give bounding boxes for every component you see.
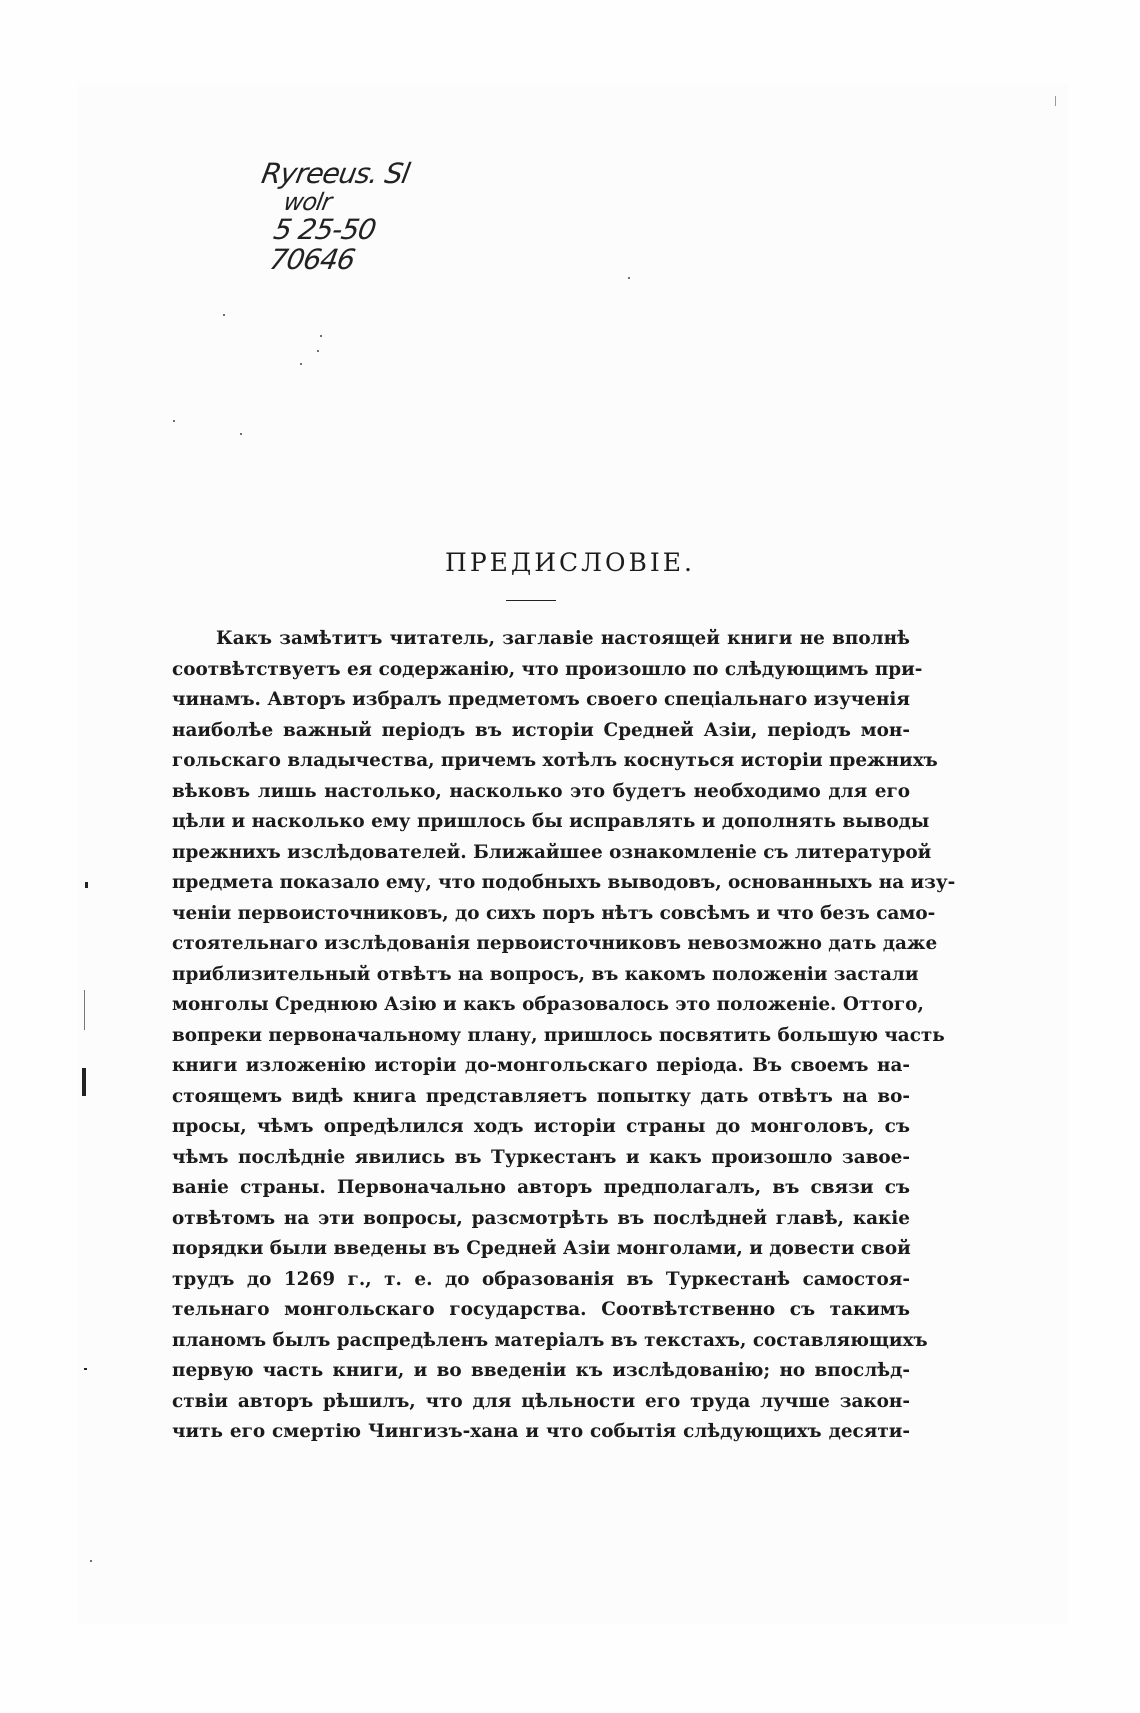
text-line: тельнаго монгольскаго государства. Соотвѣтственно съ такимъ [172, 1299, 910, 1320]
text-line: чить его смертію Чингизъ-хана и что событія слѣдующихъ десяти- [172, 1421, 910, 1442]
text-line: вѣковъ лишь настолько, насколько это будетъ необходимо для его [172, 780, 910, 802]
text-line: прежнихъ изслѣдователей. Ближайшее ознакомленіе съ литературой [172, 841, 932, 863]
text-line: предмета показало ему, что подобныхъ выводовъ, основанныхъ на изу- [172, 872, 956, 893]
text-line: ченіи первоисточниковъ, до сихъ поръ нѣтъ совсѣмъ и что безъ само- [172, 902, 936, 924]
margin-small-mark [84, 1368, 87, 1370]
text-line: монголы Среднюю Азію и какъ образовалось это положеніе. Оттого, [172, 994, 924, 1015]
text-line: трудъ до 1269 г., т. е. до образованія въ Туркестанѣ самостоя- [172, 1268, 910, 1290]
text-line: гольскаго владычества, причемъ хотѣлъ коснуться исторіи прежнихъ [172, 750, 938, 771]
text-line: соотвѣтствуетъ ея содержанію, что произошло по слѣдующимъ при- [172, 658, 923, 680]
title-divider [506, 600, 556, 601]
scan-speck [300, 363, 302, 365]
text-line: ствіи авторъ рѣшилъ, что для цѣльности его труда лучше закон- [172, 1390, 910, 1412]
scan-speck [628, 277, 630, 279]
text-line: стоятельнаго изслѣдованія первоисточниковъ невозможно дать даже [172, 933, 938, 954]
text-line: стоящемъ видѣ книга представляетъ попытку дать отвѣтъ на во- [172, 1085, 910, 1107]
text-line: просы, чѣмъ опредѣлился ходъ исторіи страны до монголовъ, съ [172, 1116, 910, 1137]
text-line: вопреки первоначальному плану, пришлось посвятить большую часть [172, 1024, 945, 1046]
scan-speck [317, 350, 319, 352]
handwritten-line-2: wolr [281, 188, 334, 216]
text-line: цѣли и насколько ему пришлось бы исправлять и дополнять выводы [172, 811, 930, 832]
margin-bracket-mark [82, 1068, 86, 1096]
text-line: чѣмъ послѣдніе явились въ Туркестанъ и какъ произошло завое- [172, 1146, 910, 1168]
text-line: ваніе страны. Первоначально авторъ предполагалъ, въ связи съ [172, 1177, 910, 1198]
text-line: приблизительный отвѣтъ на вопросъ, въ какомъ положеніи застали [172, 963, 919, 985]
scan-speck [223, 314, 225, 316]
page-title: ПРЕДИСЛОВІЕ. [445, 548, 695, 577]
text-line: порядки были введены въ Средней Азіи монголами, и довести свой [172, 1238, 911, 1259]
handwritten-line-1: Ryreeus. Sl [259, 157, 412, 190]
scan-speck [320, 335, 322, 337]
text-line: наиболѣе важный періодъ въ исторіи Средней Азіи, періодъ мон- [172, 719, 910, 741]
text-line: отвѣтомъ на эти вопросы, разсмотрѣть въ послѣдней главѣ, какіе [172, 1207, 910, 1229]
text-line: первую часть книги, и во введеніи къ изслѣдованію; но впослѣд- [172, 1360, 910, 1381]
scan-speck [173, 420, 175, 422]
text-line: чинамъ. Авторъ избралъ предметомъ своего спеціальнаго изученія [172, 689, 910, 710]
text-line: Какъ замѣтитъ читатель, заглавіе настоящей книги не вполнѣ [216, 628, 910, 649]
text-line: планомъ былъ распредѣленъ матеріалъ въ текстахъ, составляющихъ [172, 1329, 928, 1351]
text-line: книги изложенію исторіи до-монгольскаго періода. Въ своемъ на- [172, 1055, 910, 1076]
handwritten-line-4: 70646 [267, 243, 358, 276]
margin-bullet-mark [85, 882, 88, 888]
handwritten-catalog-note [259, 157, 422, 276]
preface-paragraph [172, 624, 956, 1448]
scan-speck [90, 1560, 92, 1562]
margin-thin-line-mark [84, 990, 85, 1030]
handwritten-line-3: 5 25-50 [271, 213, 379, 246]
right-edge-mark [1055, 96, 1056, 106]
scan-speck [240, 433, 242, 435]
